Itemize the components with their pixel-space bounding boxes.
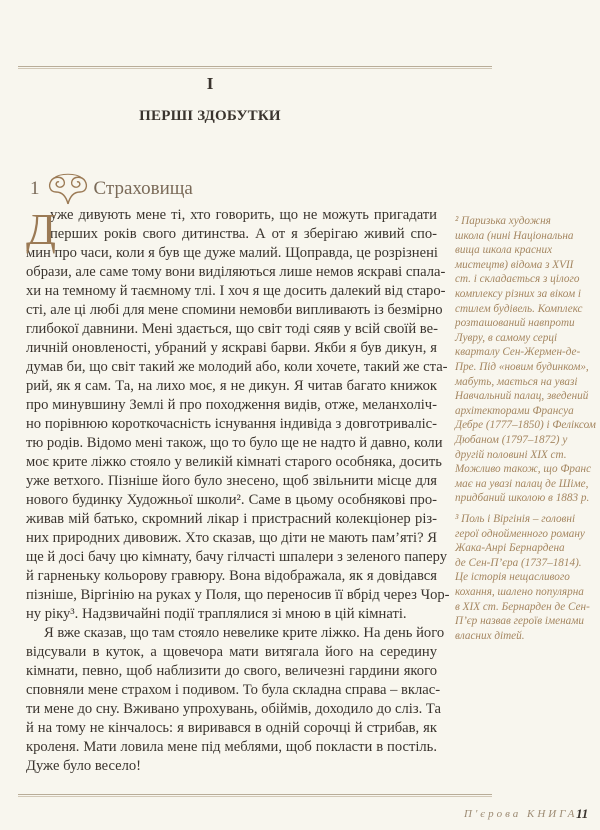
footnote-line: Навчальний палац, зведений bbox=[455, 390, 589, 403]
bottom-rule bbox=[18, 794, 492, 797]
footnote-line: другій половині XIX ст. bbox=[455, 448, 567, 461]
text-line: живав мій батько, скромний лікар і пристрасний колекціонер різ- bbox=[26, 511, 437, 527]
text-line: пізніше, Віргінію на руках у Поля, що переносив її вбрід через Чор- bbox=[26, 587, 450, 603]
paragraph bbox=[26, 624, 445, 776]
section-number: 1 bbox=[30, 178, 40, 199]
drop-cap: Д bbox=[26, 205, 57, 254]
text-line: но порівнюю короткочасність існування індивіда з довготриваліс- bbox=[26, 416, 437, 432]
footnote-line: школа (нині Національна bbox=[455, 229, 574, 242]
footnote-line: має на увазі палац де Шіме, bbox=[455, 477, 589, 490]
footnote-line: в XIX ст. Бернарден де Сен- bbox=[455, 600, 590, 613]
text-line: глибокої давнини. Мені здається, що світ тоді сяяв у всій своїй ве- bbox=[26, 321, 438, 337]
footnote-line: стилем будівель. Комплекс bbox=[455, 302, 583, 315]
text-line: ще й досі бачу цю кімнату, бачу гілчасті шпалери з зеленого паперу bbox=[26, 549, 448, 565]
text-line: кроленя. Мати ловила мене під меблями, щоб покласти в постіль. bbox=[26, 739, 437, 755]
section-heading bbox=[30, 172, 193, 206]
footnote-line: мабуть, мається на увазі bbox=[455, 375, 578, 388]
text-line: й на тому не кінчалось: я виривався в одній сорочці й стрибав, як bbox=[26, 720, 437, 736]
text-line: про минувшину Землі й про походження видів, отже, меланхоліч- bbox=[26, 397, 437, 413]
footnote-line: Можливо також, що Франс bbox=[455, 463, 592, 476]
text-line: тю родів. Відомо мені також, що то було ще не надто й давно, коли bbox=[26, 435, 443, 451]
footnote-line: архітекторами Франсуа bbox=[455, 404, 574, 417]
text-line: відсували в куток, а щовечора мати витягала його на середину bbox=[26, 644, 437, 660]
footnote-line: Дюбаном (1797–1872) у bbox=[455, 433, 568, 446]
text-line: сті, але ці любі для мене спомини немовби випливають із безмірно bbox=[26, 302, 443, 318]
footnote-line: придбаний школою в 1883 р. bbox=[455, 492, 590, 505]
section-title: Страховища bbox=[93, 178, 193, 199]
footnote-line: Це історія нещасливого bbox=[455, 571, 570, 584]
footnote-line: мистецтв) відома з XVII bbox=[455, 258, 574, 271]
footnote-line: ² Паризька художня bbox=[455, 215, 551, 227]
footnote-line: ³ Поль і Віргінія – головні bbox=[455, 513, 576, 525]
footnote-line: Дебре (1777–1850) і Феліксом bbox=[455, 419, 596, 432]
top-rule bbox=[18, 66, 492, 69]
swirl-ornament-icon bbox=[46, 172, 90, 206]
text-line: думав би, що світ такий же молодий або, коли хочете, такий же ста- bbox=[26, 359, 448, 375]
footnote-line: кварталу Сен-Жермен-де- bbox=[455, 346, 581, 359]
footnote-line: розташований навпроти bbox=[455, 317, 575, 330]
footnote-line: комплексу різних за віком і bbox=[455, 287, 581, 300]
footnote-line: Лувру, в самому серці bbox=[455, 331, 558, 344]
footnote-line: герої однойменного роману bbox=[455, 527, 585, 540]
text-line: кімнати, певно, щоб наблизити до свого, величезні гардини якого bbox=[26, 663, 437, 679]
text-line: й гарненьку кольорову гравюру. Вона відображала, як я довідався bbox=[26, 568, 437, 584]
text-line: перших років свого дитинства. А от я зберігаю живий спо- bbox=[50, 226, 437, 242]
text-line: ти мене до сну. Вживано упрохувань, обіймів, доходило до сліз. Та bbox=[26, 701, 441, 717]
text-line: мин про часи, коли я був ще дуже малий. Щоправда, це розрізнені bbox=[26, 245, 438, 261]
footnote-line: де Сен-П’єра (1737–1814). bbox=[455, 556, 582, 569]
footnote-line: вища школа красних bbox=[455, 244, 553, 257]
text-line: сповняли мене страхом і подивом. То була складна справа – вклас- bbox=[26, 682, 441, 698]
chapter-number: I bbox=[206, 74, 214, 93]
footnote-3 bbox=[455, 512, 595, 643]
text-line: уже дивують мене ті, хто говорить, що не можуть пригадати bbox=[50, 207, 437, 223]
text-line: нового будинку Художньої школи². Саме в цьому особнякові про- bbox=[26, 492, 437, 508]
footnote-2 bbox=[455, 214, 595, 506]
footnote-line: кохання, шалено популярна bbox=[455, 585, 584, 598]
text-line: них природних дивовиж. Хто сказав, що діти не мають пам’яті? Я bbox=[26, 530, 437, 546]
chapter-title: ПЕРШІ ЗДОБУТКИ bbox=[139, 108, 281, 124]
text-line: Я вже сказав, що там стояло невелике крите ліжко. На день його bbox=[44, 625, 445, 641]
text-line: ну ріку³. Надзвичайні події траплялися зі мною в цій кімнаті. bbox=[26, 606, 407, 622]
paragraph bbox=[26, 206, 450, 624]
main-text bbox=[26, 205, 450, 776]
page-number: 11 bbox=[576, 806, 589, 821]
text-line: рий, як я сам. Та, на лихо моє, я не дикун. Я читав багато книжок bbox=[26, 378, 437, 394]
footnote-line: власних дітей. bbox=[455, 629, 525, 642]
footnote-line: ст. і складається з цілого bbox=[455, 273, 580, 286]
text-line: моє крите ліжко стояло у великій кімнаті старого особняка, досить bbox=[26, 454, 442, 470]
footnote-line: Жака-Анрі Бернардена bbox=[455, 542, 565, 555]
text-line: уже ветхого. Пізніше його було знесено, щоб звільнити місце для bbox=[26, 473, 437, 489]
text-line: личній оновленості, убраний у яскраві барви. Якби я був дикун, я bbox=[26, 340, 437, 356]
text-line: хи на темному й таємному тлі. І хоч я ще досить далекий від старо- bbox=[26, 283, 446, 299]
text-line: Дуже було весело! bbox=[26, 758, 142, 774]
footnote-line: Пре. Під «новим будинком», bbox=[455, 360, 589, 373]
text-line: образи, але саме тому вони виділяються лише немов яскраві спала- bbox=[26, 264, 446, 280]
footnote-line: П’єр назвав героїв іменами bbox=[455, 615, 584, 628]
running-footer-title: П'єрова КНИГА bbox=[464, 808, 578, 820]
